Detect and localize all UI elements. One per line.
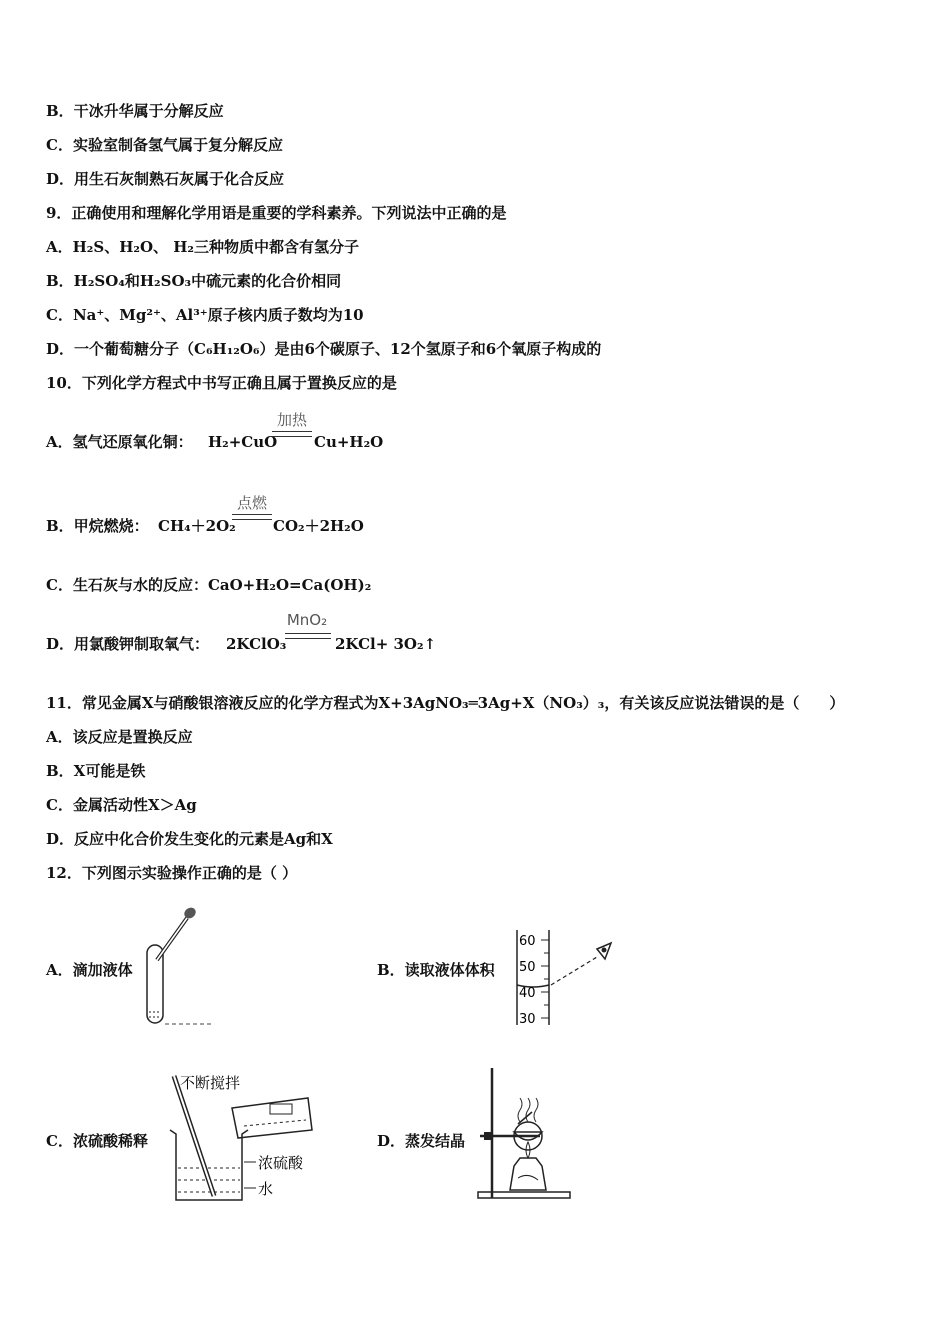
dropper — [157, 905, 198, 960]
q10-option-a-equals — [272, 431, 312, 437]
q10-option-a-condition: 加热 — [276, 411, 307, 429]
graduated-cylinder-figure — [505, 925, 625, 1030]
acid-dilution-figure — [160, 1068, 320, 1208]
q10-option-a-left: H₂+CuO — [208, 433, 278, 451]
sight-line — [551, 957, 597, 985]
q10-option-d-condition: MnO₂ — [286, 611, 328, 629]
q10-option-d-right: 2KCl+ 3O₂↑ — [335, 635, 437, 653]
q10-option-d-left: 2KClO₃ — [226, 635, 287, 653]
q9-option-a: A．H₂S、H₂O、 H₂三种物质中都含有氢分子 — [46, 238, 359, 256]
water-label: 水 — [258, 1180, 274, 1198]
q8-option-d: D．用生石灰制熟石灰属于化合反应 — [46, 170, 285, 188]
eye-icon — [597, 943, 611, 959]
q10-option-b-equals — [232, 514, 272, 520]
q10-option-a-label: A．氢气还原氧化铜： — [46, 433, 193, 451]
q11-option-d: D．反应中化合价发生变化的元素是Ag和X — [46, 830, 333, 848]
cylinder-tick-label: 60 — [519, 934, 536, 949]
q9-stem: 9．正确使用和理解化学用语是重要的学科素养。下列说法中正确的是 — [46, 204, 507, 222]
cylinder-tick-label: 50 — [519, 960, 536, 975]
q10-option-a-right: Cu+H₂O — [314, 433, 384, 451]
q10-option-c: C．生石灰与水的反应：CaO+H₂O=Ca(OH)₂ — [46, 576, 372, 594]
q10-option-b-left: CH₄＋2O₂ — [158, 517, 236, 535]
cylinder-tick-label: 40 — [519, 986, 536, 1001]
alcohol-lamp — [510, 1158, 546, 1190]
q10-option-d-label: D．用氯酸钾制取氧气： — [46, 635, 210, 653]
acid-label: 浓硫酸 — [258, 1154, 304, 1172]
q11-option-c: C．金属活动性X＞Ag — [46, 796, 197, 814]
q9-option-c: C．Na⁺、Mg²⁺、Al³⁺原子核内质子数均为10 — [46, 306, 364, 324]
q11-option-b: B．X可能是铁 — [46, 762, 146, 780]
q12-option-d: D．蒸发结晶 — [377, 1132, 466, 1150]
q12-option-c: C．浓硫酸稀释 — [46, 1132, 148, 1150]
q12-option-b: B．读取液体体积 — [377, 961, 495, 979]
q10-option-b-condition: 点燃 — [236, 494, 267, 512]
q8-option-c: C．实验室制备氢气属于复分解反应 — [46, 136, 283, 154]
q9-option-d: D．一个葡萄糖分子（C₆H₁₂O₆）是由6个碳原子、12个氢原子和6个氧原子构成的 — [46, 340, 602, 358]
dropper-test-tube-figure — [135, 900, 220, 1030]
beaker — [170, 1130, 248, 1200]
glass-rod — [174, 1076, 214, 1196]
q10-option-d-equals — [285, 633, 331, 639]
q11-option-a: A．该反应是置换反应 — [46, 728, 193, 746]
stir-label: 不断搅拌 — [180, 1074, 241, 1092]
q8-option-b: B．干冰升华属于分解反应 — [46, 102, 224, 120]
q10-option-b-right: CO₂＋2H₂O — [273, 517, 364, 535]
q10-stem: 10．下列化学方程式中书写正确且属于置换反应的是 — [46, 374, 397, 392]
q9-option-b: B．H₂SO₄和H₂SO₃中硫元素的化合价相同 — [46, 272, 342, 290]
evaporation-figure — [470, 1062, 580, 1204]
cylinder-tick-label: 30 — [519, 1012, 536, 1027]
q12-option-a: A．滴加液体 — [46, 961, 133, 979]
q10-option-b-label: B．甲烷燃烧： — [46, 517, 149, 535]
q11-stem: 11．常见金属X与硝酸银溶液反应的化学方程式为X+3AgNO₃═3Ag+X（NO₃）₃，有关该反应说法错误的是（ ） — [46, 694, 845, 712]
q12-stem: 12．下列图示实验操作正确的是（ ） — [46, 864, 298, 882]
